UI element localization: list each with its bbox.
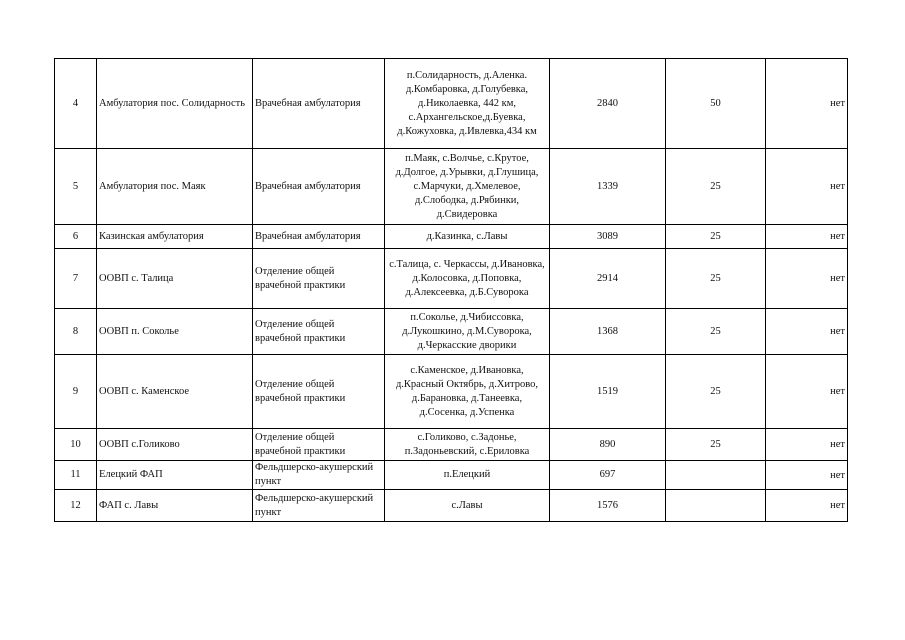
population-count: 3089 (550, 225, 666, 249)
beds-count (666, 490, 766, 522)
population-count: 1339 (550, 149, 666, 225)
beds-count: 25 (666, 149, 766, 225)
population-count: 2840 (550, 59, 666, 149)
population-count: 1576 (550, 490, 666, 522)
service-area: п.Маяк, с.Волчье, с.Крутое, д.Долгое, д.Урывки, д.Глушица, с.Марчуки, д.Хмелевое, д.Слободка, д.Рябинки, д.Свидеровка (385, 149, 550, 225)
row-number: 5 (55, 149, 97, 225)
service-area: с.Талица, с. Черкассы, д.Ивановка, д.Колосовка, д.Поповка, д.Алексеевка, д.Б.Суворока (385, 249, 550, 309)
row-number: 8 (55, 309, 97, 355)
facility-name: ООВП с.Голиково (97, 429, 253, 461)
facility-type: Фельдшерско-акушерский пункт (253, 490, 385, 522)
beds-count: 25 (666, 225, 766, 249)
row-number: 6 (55, 225, 97, 249)
facility-type: Отделение общей врачебной практики (253, 429, 385, 461)
service-area: д.Казинка, с.Лавы (385, 225, 550, 249)
facility-name: Елецкий ФАП (97, 461, 253, 490)
facility-type: Отделение общей врачебной практики (253, 355, 385, 429)
availability-flag: нет (766, 59, 848, 149)
facility-type: Врачебная амбулатория (253, 59, 385, 149)
beds-count: 25 (666, 309, 766, 355)
beds-count: 50 (666, 59, 766, 149)
facility-name: Амбулатория пос. Солидарность (97, 59, 253, 149)
table-row (55, 149, 848, 225)
availability-flag: нет (766, 429, 848, 461)
facility-type: Врачебная амбулатория (253, 149, 385, 225)
facility-name: ФАП с. Лавы (97, 490, 253, 522)
population-count: 1368 (550, 309, 666, 355)
table-row (55, 355, 848, 429)
facility-name: ООВП с. Талица (97, 249, 253, 309)
population-count: 890 (550, 429, 666, 461)
service-area: с.Лавы (385, 490, 550, 522)
beds-count: 25 (666, 429, 766, 461)
population-count: 1519 (550, 355, 666, 429)
table-row (55, 461, 848, 490)
facility-type: Врачебная амбулатория (253, 225, 385, 249)
availability-flag: нет (766, 309, 848, 355)
availability-flag: нет (766, 249, 848, 309)
beds-count (666, 461, 766, 490)
service-area: п.Елецкий (385, 461, 550, 490)
facilities-table (54, 58, 848, 522)
facility-name: ООВП п. Соколье (97, 309, 253, 355)
row-number: 10 (55, 429, 97, 461)
service-area: п.Солидарность, д.Аленка. д.Комбаровка, д.Голубевка, д.Николаевка, 442 км, с.Архангельское,д.Буевка, д.Кожуховка, д.Ивлевка,434 км (385, 59, 550, 149)
facility-name: ООВП с. Каменское (97, 355, 253, 429)
availability-flag: нет (766, 461, 848, 490)
facility-type: Фельдшерско-акушерский пункт (253, 461, 385, 490)
row-number: 11 (55, 461, 97, 490)
service-area: с.Голиково, с.Задонье, п.Задоньевский, с.Ериловка (385, 429, 550, 461)
beds-count: 25 (666, 249, 766, 309)
availability-flag: нет (766, 225, 848, 249)
service-area: п.Соколье, д.Чибиссовка, д.Лукошкино, д.М.Суворока, д.Черкасские дворики (385, 309, 550, 355)
row-number: 4 (55, 59, 97, 149)
row-number: 9 (55, 355, 97, 429)
population-count: 697 (550, 461, 666, 490)
row-number: 12 (55, 490, 97, 522)
facility-name: Амбулатория пос. Маяк (97, 149, 253, 225)
table-row (55, 429, 848, 461)
service-area: с.Каменское, д.Ивановка, д.Красный Октябрь, д.Хитрово, д.Барановка, д.Танеевка, д.Сосенка, д.Успенка (385, 355, 550, 429)
table-row (55, 490, 848, 522)
availability-flag: нет (766, 149, 848, 225)
availability-flag: нет (766, 490, 848, 522)
table-row (55, 225, 848, 249)
beds-count: 25 (666, 355, 766, 429)
population-count: 2914 (550, 249, 666, 309)
table-row (55, 309, 848, 355)
table-row (55, 249, 848, 309)
facility-type: Отделение общей врачебной практики (253, 309, 385, 355)
facility-name: Казинская амбулатория (97, 225, 253, 249)
availability-flag: нет (766, 355, 848, 429)
facility-type: Отделение общей врачебной практики (253, 249, 385, 309)
table-row (55, 59, 848, 149)
row-number: 7 (55, 249, 97, 309)
